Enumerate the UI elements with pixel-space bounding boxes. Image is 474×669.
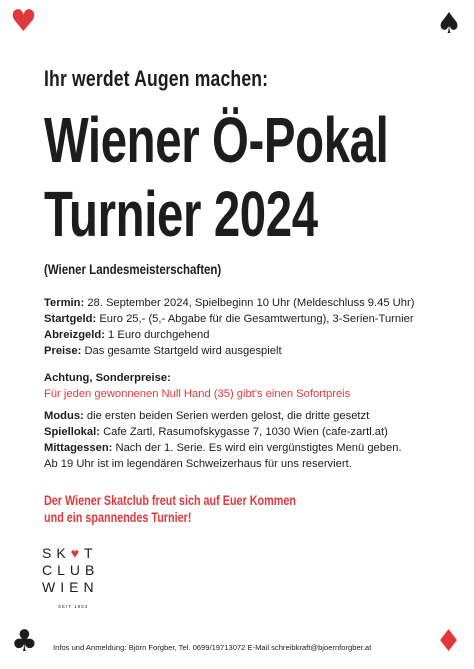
subtitle: (Wiener Landesmeisterschaften) bbox=[44, 261, 222, 277]
logo-row-2: CLUB bbox=[42, 562, 100, 578]
detail-mittagessen bbox=[44, 440, 444, 456]
details-block-2 bbox=[44, 408, 444, 472]
detail-text: 28. September 2024, Spielbeginn 10 Uhr (Meldeschluss 9.45 Uhr) bbox=[87, 297, 415, 309]
club-suit-icon: ♣ bbox=[11, 624, 38, 659]
logo-row-1 bbox=[42, 545, 106, 562]
detail-termin bbox=[44, 295, 444, 311]
detail-text: Euro 25,- (5,- Abgabe für die Gesamtwertung), 3-Serien-Turnier bbox=[99, 313, 414, 325]
detail-preise bbox=[44, 343, 444, 359]
title-line-1: Wiener Ö-Pokal bbox=[44, 104, 389, 176]
logo-text: SK bbox=[42, 545, 71, 561]
detail-text: Das gesamte Startgeld wird ausgespielt bbox=[84, 345, 282, 357]
title-line-2: Turnier 2024 bbox=[44, 178, 318, 250]
diamond-suit-icon: ♦ bbox=[435, 624, 462, 659]
detail-spiellokal bbox=[44, 424, 444, 440]
logo-heart-icon: ♥ bbox=[70, 545, 84, 561]
spade-suit-icon: ♠ bbox=[436, 6, 462, 40]
kicker-heading: Ihr werdet Augen machen: bbox=[44, 66, 269, 91]
detail-text: 1 Euro durchgehend bbox=[108, 329, 210, 341]
closing-message bbox=[44, 492, 296, 526]
logo-text: T bbox=[84, 545, 98, 561]
footer-contact: Infos und Anmeldung: Björn Forgber, Tel. 0699/19713072 E-Mail schreibkraft@bjoernforgber.at bbox=[53, 643, 372, 652]
details-block bbox=[44, 295, 444, 359]
closing-line-2: und ein spannendes Turnier! bbox=[44, 510, 192, 525]
special-prizes-block bbox=[44, 370, 444, 402]
detail-abreizgeld bbox=[44, 327, 444, 343]
detail-modus bbox=[44, 408, 444, 424]
detail-startgeld bbox=[44, 311, 444, 327]
detail-label: Spiellokal: bbox=[44, 426, 100, 438]
logo-row-3: WIEN bbox=[42, 579, 99, 595]
detail-text: die ersten beiden Serien werden gelost, die dritte gesetzt bbox=[86, 410, 370, 422]
detail-text: Nach der 1. Serie. Es wird ein vergünstigtes Menü geben. bbox=[115, 442, 402, 454]
heart-suit-icon: ♥ bbox=[10, 4, 37, 39]
detail-schweizerhaus: Ab 19 Uhr ist im legendären Schweizerhaus für uns reserviert. bbox=[44, 458, 352, 470]
closing-line-1: Der Wiener Skatclub freut sich auf Euer Kommen bbox=[44, 493, 296, 508]
skat-club-wien-logo bbox=[42, 545, 106, 615]
special-label bbox=[44, 370, 444, 386]
logo-since: SEIT 1993 bbox=[58, 604, 89, 609]
detail-label: Abreizgeld: bbox=[44, 329, 105, 341]
detail-label: Startgeld: bbox=[44, 313, 97, 325]
detail-label: Preise: bbox=[44, 345, 82, 357]
special-label-text: Achtung, Sonderpreise: bbox=[44, 372, 171, 384]
detail-text: Cafe Zartl, Rasumofskygasse 7, 1030 Wien (cafe-zartl.at) bbox=[103, 426, 388, 438]
detail-label: Termin: bbox=[44, 297, 85, 309]
detail-label: Modus: bbox=[44, 410, 84, 422]
special-text: Für jeden gewonnenen Null Hand (35) gibt's einen Sofortpreis bbox=[44, 388, 351, 400]
detail-label: Mittagessen: bbox=[44, 442, 113, 454]
